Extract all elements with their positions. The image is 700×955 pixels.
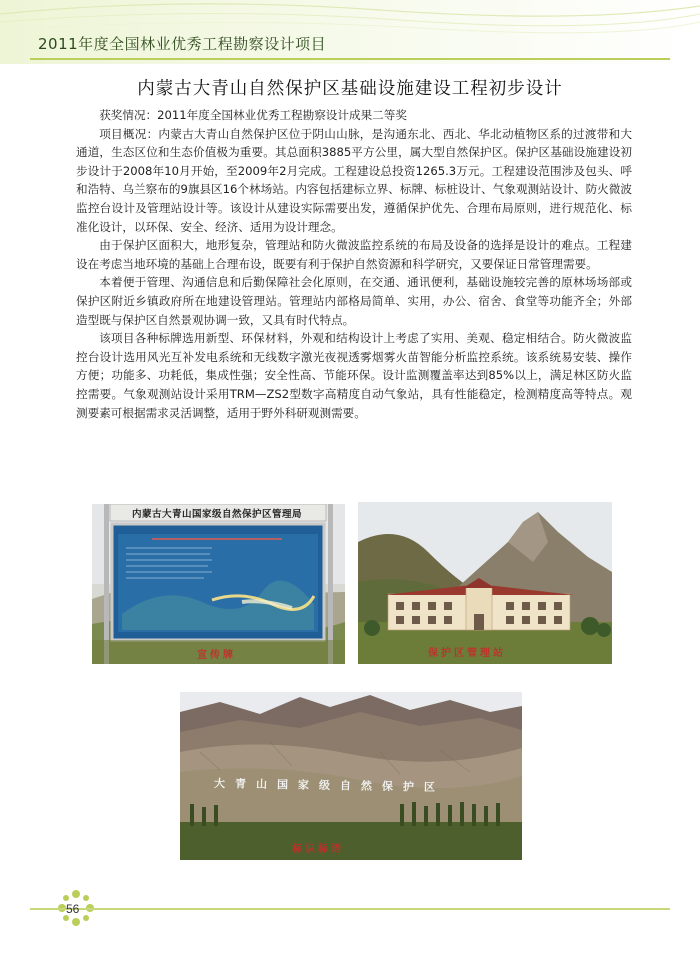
- sign-board-photo: [92, 504, 345, 664]
- award-paragraph: 获奖情况：2011年度全国林业优秀工程勘察设计成果二等奖: [99, 108, 407, 122]
- board-title: 内蒙古大青山国家级自然保护区管理局: [131, 509, 302, 520]
- article-body: [76, 106, 632, 422]
- header-decoration: [0, 0, 700, 64]
- footer-rule: [30, 908, 670, 910]
- page-number: 56: [66, 902, 80, 916]
- signage-paragraph: 该项目各种标牌选用新型、环保材料，外观和结构设计上考虑了实用、美观、稳定相结合。防火微波监控台设计选用风光互补发电系统和无线数字激光夜视透雾烟雾火苗智能分析监控系统。该系统易安装、操作方便；功能多、功耗低，集成性强；安全性高、节能环保。设计监测覆盖率达到85%以上，满足林区防火监控需要。气象观测站设计采用TRM—ZS2型数字高精度自动气象站，具有性能稳定，检测精度高等特点。观测要素可根据需求灵活调整，适用于野外科研观测需要。: [76, 331, 632, 420]
- station-caption: 保护区管理站: [428, 648, 506, 659]
- overview-paragraph: 项目概况：内蒙古大青山自然保护区位于阴山山脉，是沟通东北、西北、华北动植物区系的过渡带和大通道，生态区位和生态价值极为重要。其总面积3885平方公里，属大型自然保护区。保护区基础设施建设初步设计于2008年10月开始，至2009年2月完成。工程建设总投资1265.3万元。工程建设范围涉及包头、呼和浩特、乌兰察布的9旗县区16个林场站。内容包括建标立界、标牌、标桩设计、气象观测站设计、防火微波监控台设计及管理站设计等。该设计从建设实际需要出发，遵循保护优先、合理布局原则，进行规范化、标准化设计，以环保、安全、经济、适用为设计理念。: [76, 126, 632, 234]
- sign-caption: 宣传牌: [197, 650, 236, 661]
- header-rule: [30, 58, 670, 60]
- hillside-slogan-photo: [180, 692, 522, 860]
- running-header: 2011年度全国林业优秀工程勘察设计项目: [38, 35, 327, 53]
- management-station-photo: [358, 502, 612, 664]
- sign-board-illustration: [92, 504, 345, 664]
- station-illustration: [358, 502, 612, 664]
- article-title: 内蒙古大青山自然保护区基础设施建设工程初步设计: [137, 79, 563, 99]
- hill-caption: 标识标语: [292, 844, 344, 855]
- difficulty-paragraph: 由于保护区面积大，地形复杂，管理站和防火微波监控系统的布局及设备的选择是设计的难点。工程建设在考虑当地环境的基础上合理布设，既要有利于保护自然资源和科学研究，又要保证日常管理需要。: [76, 238, 632, 271]
- hillside-slogan-text: 大青山国家级自然保护区: [213, 776, 446, 795]
- station-paragraph: 本着便于管理、沟通信息和后勤保障社会化原则，在交通、通讯便利，基础设施较完善的原林场场部或保护区附近乡镇政府所在地建设管理站。管理站内部格局简单、实用，办公、宿舍、食堂等功能齐全；外部造型既与保护区自然景观协调一致，又具有时代特点。: [76, 275, 632, 327]
